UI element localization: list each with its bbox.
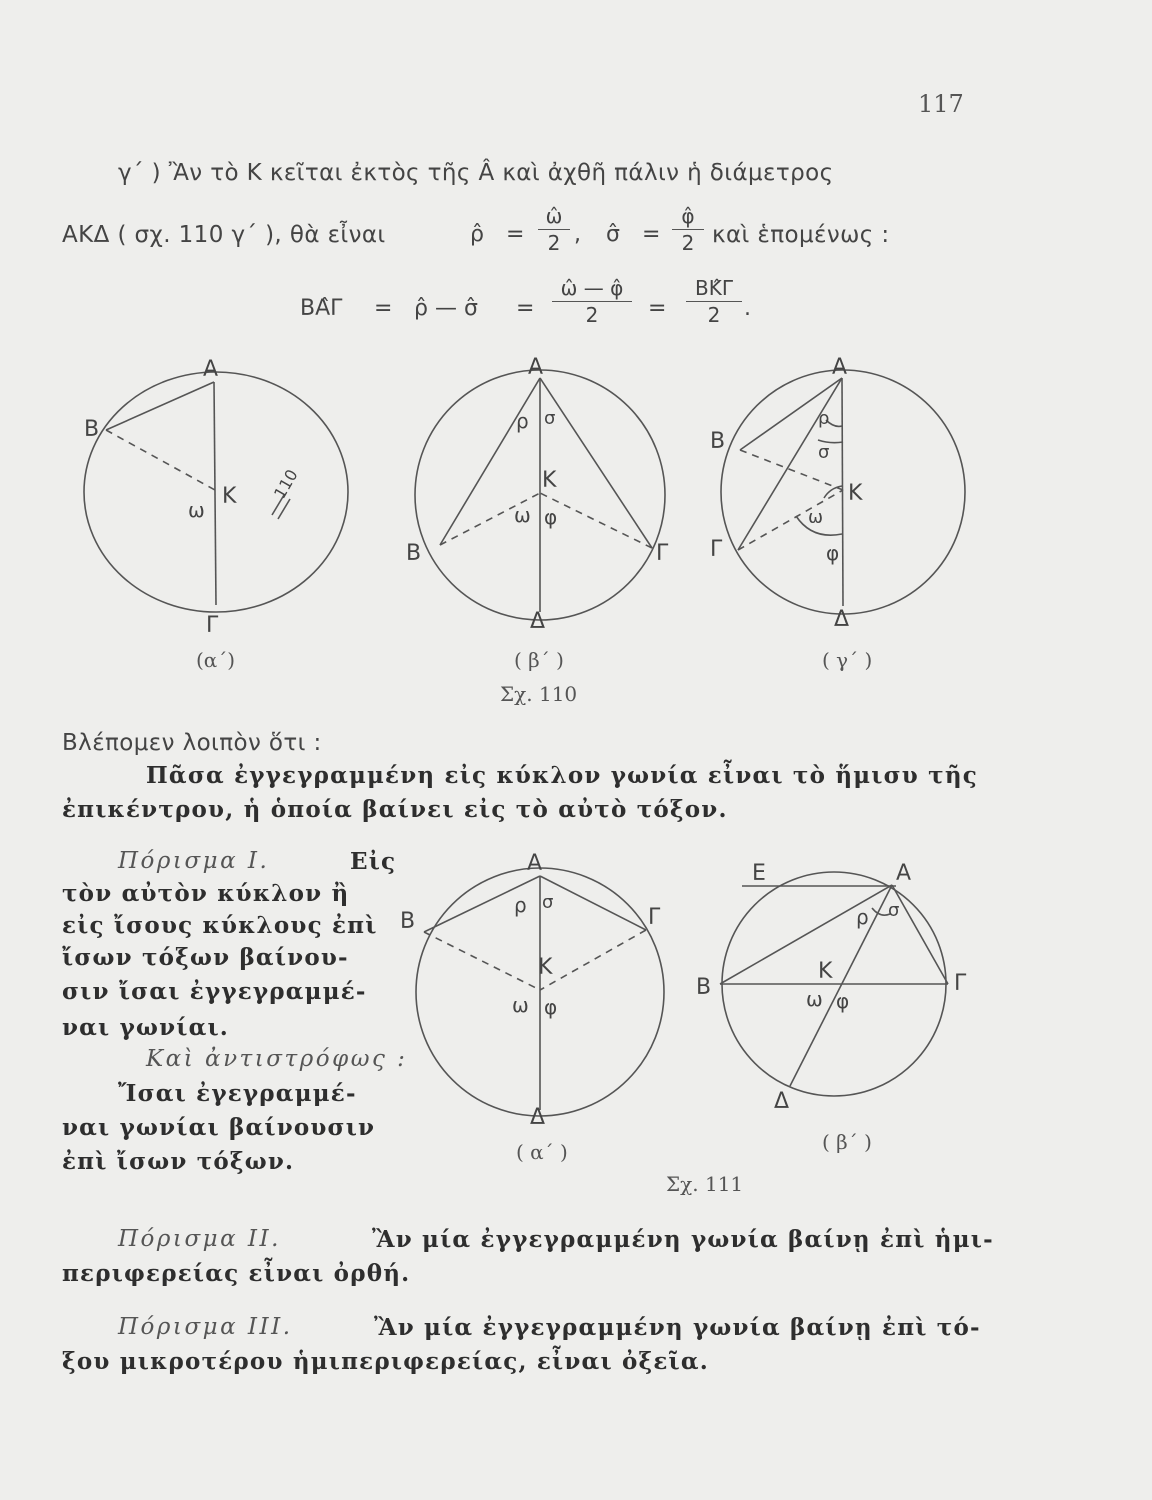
fig111a-label-k: Κ (538, 955, 553, 980)
fig110a-chord-ab (106, 382, 214, 430)
frac-den: 2 (547, 231, 561, 255)
fig110a-dashed-bk (106, 430, 215, 490)
porism2-title: Πόρισμα ΙΙ. (118, 1226, 281, 1252)
porism2-line2: περιφερείας εἶναι ὀρθή. (62, 1260, 411, 1287)
eq2-equals-3: = (648, 296, 667, 321)
fig110a-label-a: Α (203, 357, 219, 382)
porism1-title: Πόρισμα Ι. (118, 848, 270, 874)
fig111-sub-a: ( α΄ ) (516, 1140, 568, 1164)
fig111b-label-sigma: σ (888, 900, 900, 921)
fig110b-label-b: Β (406, 541, 422, 566)
fig110b-label-phi: φ (544, 505, 558, 529)
porism1-conv-line3: ἐπὶ ἴσων τόξων. (62, 1148, 295, 1175)
fig111b-label-a: Α (896, 861, 912, 886)
fig111b-label-rho: ρ (856, 905, 869, 929)
porism1-line6: ναι γωνίαι. (62, 1014, 230, 1041)
eq2-equals-2: = (516, 296, 535, 321)
fig110-sub-c: ( γ΄ ) (822, 648, 873, 672)
fig110a-label-k: Κ (222, 484, 237, 509)
porism2-line1: Ἂν μία ἐγγεγραμμένη γωνία βαίνῃ ἐπὶ ἡμι- (372, 1226, 994, 1253)
fig110b-label-k: Κ (542, 468, 557, 493)
eq2-equals-1: = (374, 296, 393, 321)
fig111b-label-omega: ω (806, 987, 823, 1011)
fig110c-label-g: Γ (710, 537, 723, 562)
para-c-line2-end: καὶ ἑπομένως : (712, 222, 890, 248)
fig110c-label-omega: ω (808, 507, 824, 528)
eq1-rho: ρ̂ (470, 222, 484, 247)
fig111b-label-d: Δ (774, 1089, 790, 1114)
porism1-line4: ἴσων τόξων βαίνου- (62, 944, 349, 971)
theorem-line1: Πᾶσα ἐγγεγραμμένη εἰς κύκλον γωνία εἶναι τὸ ἥμισυ τῆς (146, 762, 978, 789)
fig111a-chord-ag (540, 876, 646, 930)
fig110b-label-a: Α (528, 355, 544, 380)
eq1-sigma: σ̂ (606, 222, 620, 247)
fig111b-label-phi: φ (836, 989, 850, 1013)
porism1-conv-line2: ναι γωνίαι βαίνουσιν (62, 1114, 376, 1141)
frac-num: ω̂ (545, 204, 563, 228)
porism1-line1: Εἰς (350, 848, 397, 875)
eq2-rho-minus-sigma: ρ̂ — σ̂ (414, 296, 478, 321)
fig110c-label-k: Κ (848, 481, 863, 506)
fig110-caption: Σχ. 110 (500, 682, 578, 706)
fig110b-label-omega: ω (514, 503, 531, 527)
fig111a-label-b: Β (400, 909, 416, 934)
fig111a-label-omega: ω (512, 993, 529, 1017)
fig111a-dashed-gk (540, 930, 646, 990)
eq1-equals-2: = (642, 222, 661, 247)
frac-den: 2 (585, 303, 599, 327)
frac-num: ΒΚ̂Γ (695, 276, 733, 300)
eq1-comma: , (574, 222, 581, 247)
fig111a-label-rho: ρ (514, 893, 527, 917)
eq1-equals: = (506, 222, 525, 247)
fig110b-label-sigma: σ (544, 408, 556, 429)
eq2-bag: ΒΑ̂Γ (300, 296, 343, 321)
page-number: 117 (918, 90, 964, 118)
fig110c-label-b: Β (710, 429, 726, 454)
porism1-conv-line1: Ἴσαι ἐγεγραμμέ- (118, 1080, 357, 1107)
fig110b-label-g: Γ (656, 541, 669, 566)
fig111b-label-b: Β (696, 975, 712, 1000)
frac-den: 2 (707, 303, 721, 327)
frac-den: 2 (681, 231, 695, 255)
fig111a-label-sigma: σ (542, 892, 554, 913)
para-c-line1: γ΄ ) Ἂν τὸ Κ κεῖται ἐκτὸς τῆς Â καὶ ἀχθῆ πάλιν ἡ διάμετρος (118, 160, 834, 186)
fig110c-label-rho: ρ (818, 408, 830, 429)
eq2-period: . (744, 296, 751, 321)
porism1-converse-title: Καὶ ἀντιστρόφως : (146, 1046, 408, 1072)
fig110a-label-b: Β (84, 417, 100, 442)
para-c-line2-start: ΑΚΔ ( σχ. 110 γ΄ ), θὰ εἶναι (62, 222, 386, 248)
fig111b-label-g: Γ (954, 971, 967, 996)
fig110c-label-a: Α (832, 355, 848, 380)
fig110c-label-d: Δ (834, 607, 850, 632)
fig111a-dashed-bk (424, 932, 540, 990)
porism3-line1: Ἂν μία ἐγγεγραμμένη γωνία βαίνῃ ἐπὶ τό- (374, 1314, 981, 1341)
fig110c-label-sigma: σ (818, 442, 830, 463)
fig110a-tick-label: 110 (270, 466, 302, 502)
fig111a-label-a: Α (527, 851, 543, 876)
porism1-line5: σιν ἴσαι ἐγγεγραμμέ- (62, 978, 367, 1005)
porism3-title: Πόρισμα ΙΙΙ. (118, 1314, 293, 1340)
fig111b-label-k: Κ (818, 959, 833, 984)
fig111a-label-d: Δ (530, 1105, 546, 1130)
porism1-line3: εἰς ἴσους κύκλους ἐπὶ (62, 912, 378, 939)
porism3-line2: ξου μικροτέρου ἡμιπεριφερείας, εἶναι ὀξεῖα. (62, 1348, 709, 1375)
fig111a-label-g: Γ (648, 905, 661, 930)
fig110b-label-rho: ρ (516, 409, 529, 433)
fig110c-diameter (842, 378, 843, 606)
fig110a-label-g: Γ (206, 613, 219, 638)
fig110-sub-b: ( β΄ ) (514, 648, 564, 672)
fig110a-label-omega: ω (188, 498, 205, 522)
fig110a-diameter (214, 382, 216, 605)
fig110c-label-phi: φ (826, 541, 840, 565)
fig111b-chord-ag (892, 885, 948, 984)
fig110b-label-d: Δ (530, 609, 546, 634)
fig110-sub-a: (α΄) (196, 648, 236, 672)
frac-num: φ̂ (681, 204, 695, 228)
fig111-caption: Σχ. 111 (666, 1172, 744, 1196)
fig111-sub-b: ( β΄ ) (822, 1130, 872, 1154)
porism1-line2: τὸν αὐτὸν κύκλον ἢ (62, 880, 350, 907)
fig111a-label-phi: φ (544, 995, 558, 1019)
theorem-line2: ἐπικέντρου, ἡ ὁποία βαίνει εἰς τὸ αὐτὸ τόξον. (62, 796, 728, 823)
fig111b-label-e: Ε (752, 861, 766, 886)
fig110c-chord-ag (738, 378, 842, 550)
conclusion-intro: Βλέπομεν λοιπὸν ὅτι : (62, 730, 322, 756)
frac-num: ω̂ — φ̂ (560, 276, 624, 300)
